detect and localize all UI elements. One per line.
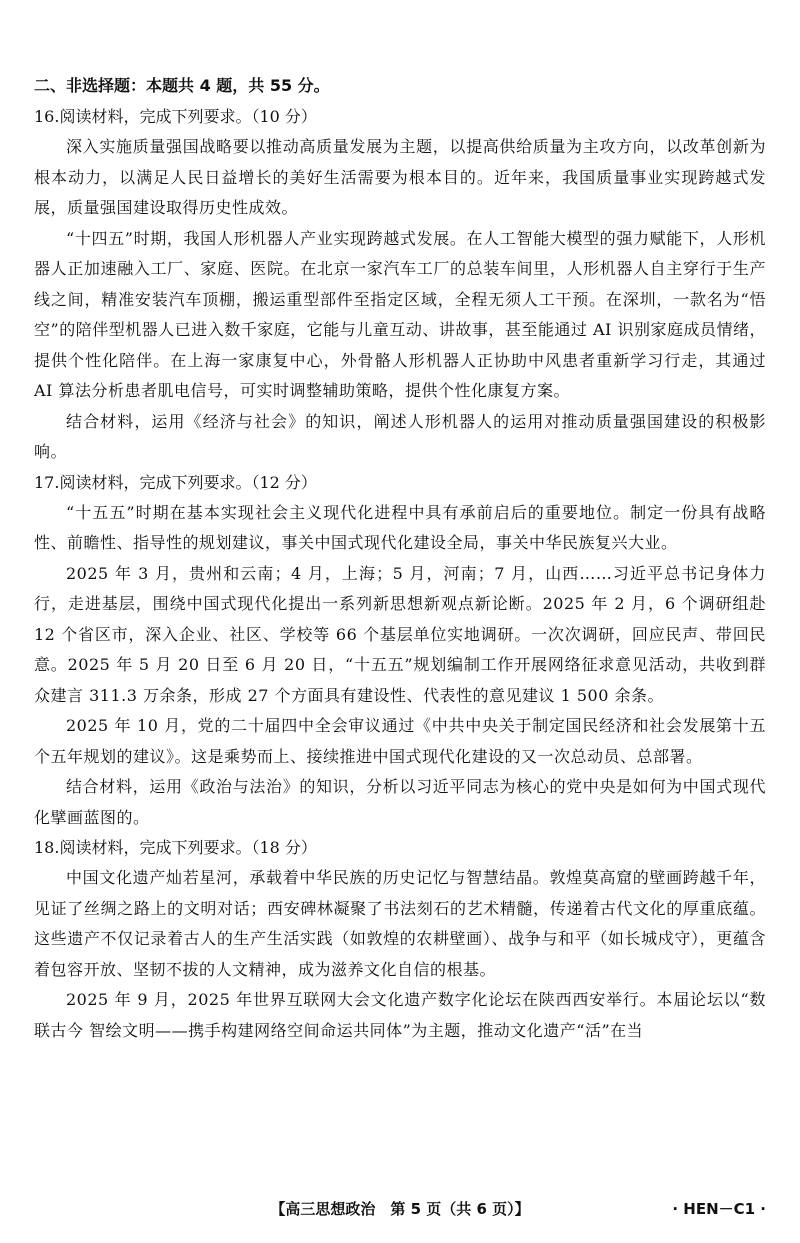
material-paragraph: 2025 年 9 月，2025 年世界互联网大会文化遗产数字化论坛在陕西西安举行。本届论坛以“数联古今 智绘文明——携手构建网络空间命运共同体”为主题，推动文化遗产“活”在当 bbox=[34, 990, 766, 1040]
question-16 bbox=[34, 102, 766, 468]
material-paragraph: “十五五”时期在基本实现社会主义现代化进程中具有承前启后的重要地位。制定一份具有战略性、前瞻性、指导性的规划建议，事关中国式现代化建设全局，事关中华民族复兴大业。 bbox=[34, 502, 766, 552]
material-paragraph: 2025 年 10 月，党的二十届四中全会审议通过《中共中央关于制定国民经济和社会发展第十五个五年规划的建议》。这是乘势而上、接续推进中国式现代化建设的又一次总动员、总部署。 bbox=[34, 716, 766, 766]
material-paragraph: 2025 年 3 月，贵州和云南；4 月，上海；5 月，河南；7 月，山西……习近平总书记身体力行，走进基层，围绕中国式现代化提出一系列新思想新观点新论断。2025 年 2 月，6 个调研组赴 12 个省区市，深入企业、社区、学校等 66 个基层单位实地调研。一次次调研，回应民声、带回民意。2025 年 5 月 20 日至 6 月 20 日，“十五五”规划编制工作开展网络征求意见活动，共收到群众建言 311.3 万余条，形成 27 个方面具有建设性、代表性的意见建议 1 500 余条。 bbox=[34, 563, 766, 705]
page-footer bbox=[0, 1196, 800, 1222]
question-prompt: 结合材料，运用《经济与社会》的知识，阐述人形机器人的运用对推动质量强国建设的积极影响。 bbox=[34, 411, 766, 461]
question-18 bbox=[34, 833, 766, 1046]
question-heading: 18.阅读材料，完成下列要求。（18 分） bbox=[34, 838, 317, 857]
question-heading: 16.阅读材料，完成下列要求。（10 分） bbox=[34, 107, 317, 126]
footer-code: · HEN－C1 · bbox=[672, 1200, 766, 1218]
section-title: 二、非选择题：本题共 4 题，共 55 分。 bbox=[34, 76, 330, 95]
material-paragraph: 中国文化遗产灿若星河，承载着中华民族的历史记忆与智慧结晶。敦煌莫高窟的壁画跨越千年，见证了丝绸之路上的文明对话；西安碑林凝聚了书法刻石的艺术精髓，传递着古代文化的厚重底蕴。这些遗产不仅记录着古人的生产生活实践（如敦煌的农耕壁画）、战争与和平（如长城戍守），更蕴含着包容开放、坚韧不拔的人文精神，成为滋养文化自信的根基。 bbox=[34, 868, 766, 979]
material-paragraph: “十四五”时期，我国人形机器人产业实现跨越式发展。在人工智能大模型的强力赋能下，人形机器人正加速融入工厂、家庭、医院。在北京一家汽车工厂的总装车间里，人形机器人自主穿行于生产线之间，精准安装汽车顶棚，搬运重型部件至指定区域，全程无须人工干预。在深圳，一款名为“悟空”的陪伴型机器人已进入数千家庭，它能与儿童互动、讲故事，甚至能通过 AI 识别家庭成员情绪，提供个性化陪伴。在上海一家康复中心，外骨骼人形机器人正协助中风患者重新学习行走，其通过 AI 算法分析患者肌电信号，可实时调整辅助策略，提供个性化康复方案。 bbox=[34, 228, 766, 400]
question-heading: 17.阅读材料，完成下列要求。（12 分） bbox=[34, 472, 317, 492]
footer-page-info: 【高三思想政治 第 5 页（共 6 页）】 bbox=[270, 1200, 530, 1218]
question-17 bbox=[34, 468, 766, 834]
material-paragraph: 深入实施质量强国战略要以推动高质量发展为主题，以提高供给质量为主攻方向，以改革创新为根本动力，以满足人民日益增长的美好生活需要为根本目的。近年来，我国质量事业实现跨越式发展，质量强国建设取得历史性成效。 bbox=[34, 137, 766, 217]
question-prompt: 结合材料，运用《政治与法治》的知识，分析以习近平同志为核心的党中央是如何为中国式现代化擘画蓝图的。 bbox=[34, 777, 766, 827]
